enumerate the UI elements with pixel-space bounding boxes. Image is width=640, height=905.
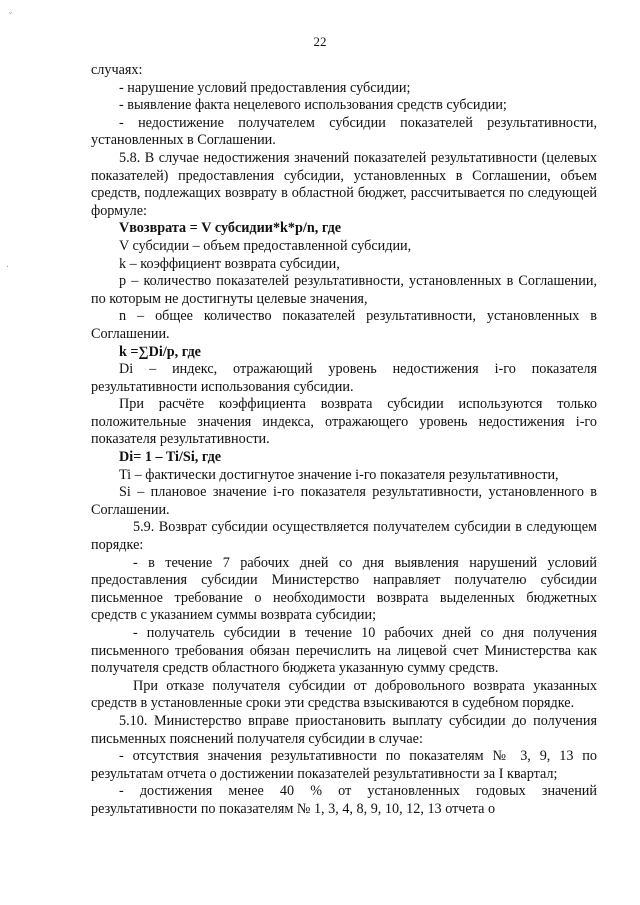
paragraph: При расчёте коэффициента возврата субсидии используются только положительные значения индекса, отражающего уровень недостижения i-го показателя результативности. <box>91 396 597 448</box>
page-number: 22 <box>313 34 327 49</box>
scan-mark-left: · <box>6 262 10 273</box>
paragraph: - нарушение условий предоставления субсидии; <box>119 79 411 96</box>
paragraph: k – коэффициент возврата субсидии, <box>119 255 340 272</box>
paragraph: - недостижение получателем субсидии показателей результативности, установленных в Соглашении. <box>91 114 597 149</box>
paragraph: 5.9. Возврат субсидии осуществляется получателем субсидии в следующем порядке: <box>91 519 597 554</box>
paragraph: n – общее количество показателей результативности, установленных в Соглашении. <box>91 308 597 342</box>
paragraph: Di – индекс, отражающий уровень недостижения i-го показателя результативности использования субсидии. <box>91 361 597 395</box>
paragraph: 5.8. В случае недостижения значений показателей результативности (целевых показателей) предоставления субсидии, установленных в Соглашении, объем средств, подлежащих возврату в областной бюджет, рассчитывается по следующей формуле: <box>91 149 597 219</box>
paragraph: V субсидии – объем предоставленной субсидии, <box>119 237 412 254</box>
scan-mark-top: ˇ <box>8 12 13 23</box>
paragraph: - отсутствия значения результативности по показателям № 3, 9, 13 по результатам отчета о достижении показателей результативности за I квартал; <box>91 748 597 782</box>
paragraph: Ti – фактически достигнутое значение i-го показателя результативности, <box>119 466 559 483</box>
paragraph: - в течение 7 рабочих дней со дня выявления нарушений условий предоставления субсидии Министерство направляет получателю субсидии письменное требование о необходимости возврата выделенных бюджетных средств с указанием суммы возврата субсидии; <box>91 554 597 624</box>
paragraph: случаях: <box>91 62 143 78</box>
paragraph: При отказе получателя субсидии от добровольного возврата указанных средств в установленные сроки эти средства взыскиваются в судебном порядке. <box>91 677 597 712</box>
paragraph: Si – плановое значение i-го показателя результативности, установленного в Соглашении. <box>91 484 597 518</box>
document-body <box>91 62 597 819</box>
paragraph: - выявление факта нецелевого использования средств субсидии; <box>119 97 507 114</box>
paragraph: Di= 1 – Ti/Si, где <box>119 449 222 466</box>
paragraph: p – количество показателей результативности, установленных в Соглашении, по которым не достигнуты целевые значения, <box>91 273 597 307</box>
paragraph: Vвозврата = V субсидии*k*p/n, где <box>119 220 342 237</box>
paragraph: - получатель субсидии в течение 10 рабочих дней со дня получения письменного требования обязан перечислить на лицевой счет Министерства как получателя средств областного бюджета указанную сумму средств. <box>91 625 597 677</box>
paragraph: 5.10. Министерство вправе приостановить выплату субсидии до получения письменных пояснений получателя субсидии в случае: <box>91 712 597 747</box>
paragraph: k =∑Di/p, где <box>119 343 201 360</box>
paragraph: - достижения менее 40 % от установленных годовых значений результативности по показателям № 1, 3, 4, 8, 9, 10, 12, 13 отчета о <box>91 783 597 817</box>
